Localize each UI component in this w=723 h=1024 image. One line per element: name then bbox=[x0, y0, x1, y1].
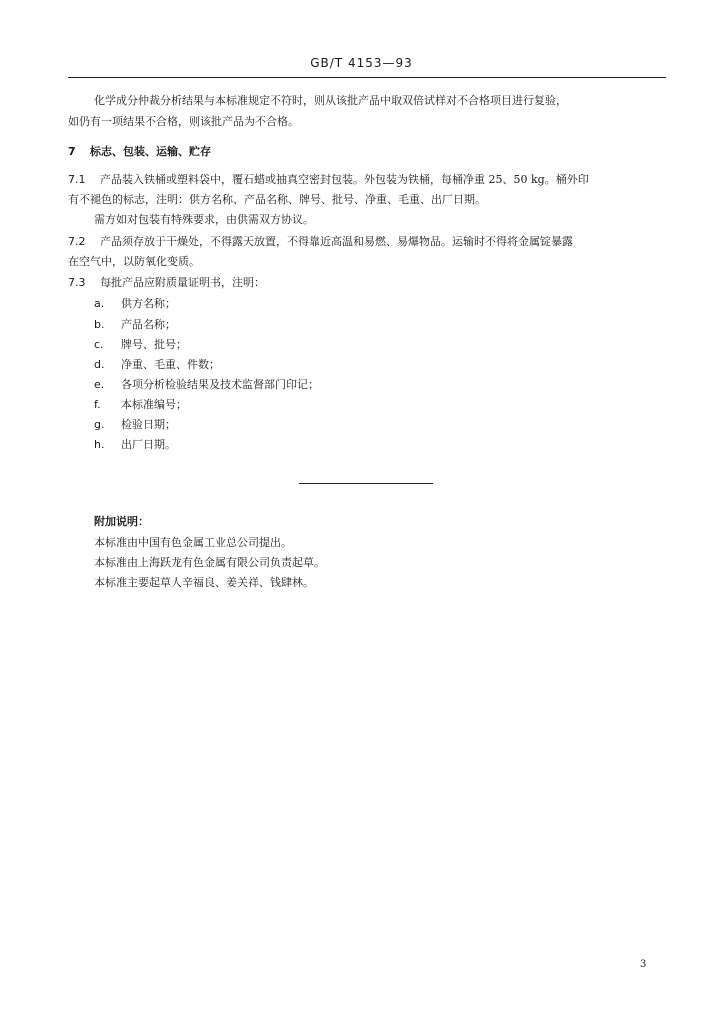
clause-7-2-line1 bbox=[68, 235, 573, 249]
section-divider bbox=[299, 483, 433, 484]
notes-line: 本标准由中国有色金属工业总公司提出。 bbox=[94, 536, 292, 549]
paragraph-line: 如仍有一项结果不合格，则该批产品为不合格。 bbox=[68, 115, 299, 128]
paragraph-line: 有不褪色的标志，注明：供方名称、产品名称、牌号、批号、净重、毛重、出厂日期。 bbox=[68, 193, 486, 206]
list-item-letter: b. bbox=[94, 318, 105, 331]
list-item: 本标准编号； bbox=[121, 398, 187, 411]
list-item: 产品名称； bbox=[121, 318, 176, 331]
standard-code-header: GB/T 4153—93 bbox=[310, 56, 413, 70]
list-item-letter: c. bbox=[94, 338, 104, 351]
list-item: 净重、毛重、件数； bbox=[121, 358, 220, 371]
clause-number: 7.1 bbox=[68, 173, 86, 186]
list-item-letter: h. bbox=[94, 438, 105, 451]
clause-number: 7.3 bbox=[68, 276, 86, 289]
list-item-letter: e. bbox=[94, 378, 105, 391]
section-number: 7 bbox=[68, 145, 76, 158]
section-heading bbox=[68, 145, 211, 159]
paragraph-line: 在空气中，以防氧化变质。 bbox=[68, 255, 200, 268]
notes-title: 附加说明： bbox=[94, 515, 149, 528]
page-number: 3 bbox=[640, 959, 647, 970]
list-item-letter: a. bbox=[94, 297, 105, 310]
notes-line: 本标准主要起草人辛福良、姜关祥、钱肆林。 bbox=[94, 576, 314, 589]
list-item: 出厂日期。 bbox=[121, 438, 176, 451]
list-item-letter: f. bbox=[94, 398, 101, 411]
list-item: 牌号、批号； bbox=[121, 338, 187, 351]
list-item: 各项分析检验结果及技术监督部门印记； bbox=[121, 378, 319, 391]
list-item: 供方名称； bbox=[121, 297, 176, 310]
header-rule bbox=[68, 77, 666, 78]
clause-number: 7.2 bbox=[68, 235, 86, 248]
paragraph-line: 化学成分仲裁分析结果与本标准规定不符时，则从该批产品中取双倍试样对不合格项目进行复验， bbox=[94, 94, 567, 107]
clause-7-1-line1 bbox=[68, 173, 589, 187]
clause-text: 每批产品应附质量证明书，注明： bbox=[100, 276, 265, 289]
clause-text: 产品装入铁桶或塑料袋中，覆石蜡或抽真空密封包装。外包装为铁桶，每桶净重 25、50 kg。桶外印 bbox=[100, 173, 589, 186]
clause-7-3-line1 bbox=[68, 276, 265, 290]
paragraph-line: 需方如对包装有特殊要求，由供需双方协议。 bbox=[94, 213, 314, 226]
list-item-letter: d. bbox=[94, 358, 105, 371]
clause-text: 产品须存放于干燥处，不得露天放置，不得靠近高温和易燃、易爆物品。运输时不得将金属锭暴露 bbox=[100, 235, 573, 248]
section-title: 标志、包装、运输、贮存 bbox=[90, 145, 211, 158]
list-item: 检验日期； bbox=[121, 418, 176, 431]
list-item-letter: g. bbox=[94, 418, 105, 431]
notes-line: 本标准由上海跃龙有色金属有限公司负责起草。 bbox=[94, 556, 325, 569]
